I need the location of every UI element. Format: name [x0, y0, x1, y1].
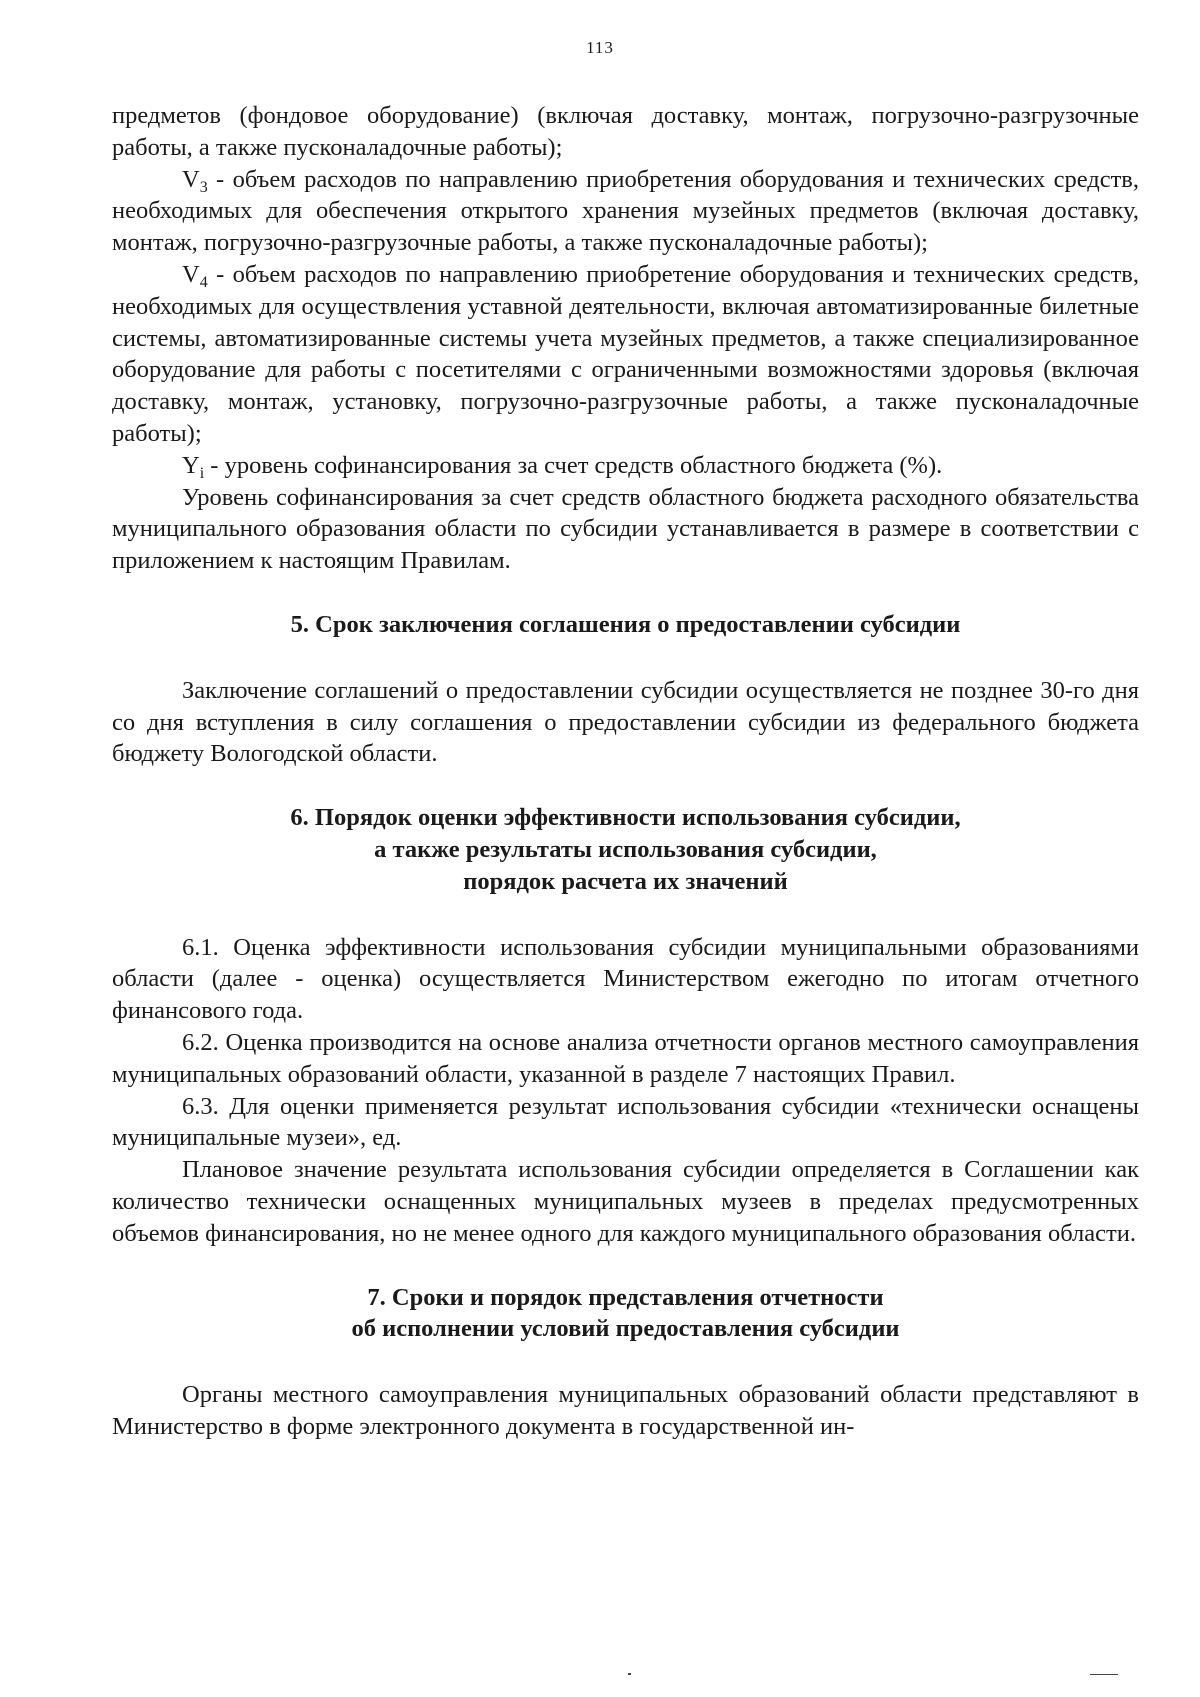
formula-subscript: i — [199, 464, 205, 482]
paragraph-continuation: предметов (фондовое оборудование) (включая доставку, монтаж, погрузочно-разгрузочные работы, а также пусконаладочные работы); — [112, 102, 1139, 161]
formula-symbol: V — [182, 165, 200, 193]
paragraph-plan-value: Плановое значение результата использования субсидии определяется в Соглашении как количество технически оснащенных муниципальных музеев в пределах предусмотренных объемов финансирования, но не менее одного для каждого муниципального образования области. — [112, 1156, 1139, 1247]
section-5-paragraph: Заключение соглашений о предоставлении субсидии осуществляется не позднее 30-го дня со дня вступления в силу соглашения о предоставлении субсидии из федерального бюджета бюджету Вологодской области. — [112, 676, 1139, 768]
paragraph-text: - уровень софинансирования за счет средств областного бюджета (%). — [204, 451, 943, 479]
paragraph-cofinancing-level: Уровень софинансирования за счет средств областного бюджета расходного обязательства муниципального образования области по субсидии устанавливается в размере в соответствии с приложением к настоящим Правилам. — [112, 483, 1139, 575]
paragraph-text: - объем расходов по направлению приобретение оборудования и технических средств, необходимых для осуществления уставной деятельности, включая автоматизированные билетные системы, автоматизированные системы учета музейных предметов, а также специализированное оборудование для работы с посетителями с ограниченными возможностями здоровья (включая доставку, монтаж, установку, погрузочно-разгрузочные работы, а также пусконаладочные работы); — [112, 260, 1139, 447]
paragraph-6-3: 6.3. Для оценки применяется результат использования субсидии «технически оснащены муниципальные музеи», ед. — [112, 1092, 1139, 1152]
paragraph-v3 — [112, 164, 1139, 259]
section-7-heading-line: 7. Сроки и порядок представления отчетности — [367, 1283, 884, 1311]
scan-artifact — [1090, 1674, 1118, 1675]
section-6-heading-line: порядок расчета их значений — [463, 867, 788, 895]
section-7-heading — [112, 1282, 1139, 1346]
section-7-heading-line: об исполнении условий предоставления субсидии — [351, 1315, 900, 1343]
section-7-paragraph: Органы местного самоуправления муниципальных образований области представляют в Министерство в форме электронного документа в государственной ин- — [112, 1381, 1139, 1440]
formula-symbol: Y — [182, 451, 200, 479]
page-content — [112, 100, 1139, 1443]
page-number: 113 — [586, 38, 614, 57]
paragraph-yi — [112, 450, 1139, 482]
paragraph-text: - объем расходов по направлению приобретения оборудования и технических средств, необходимых для обеспечения открытого хранения музейных предметов (включая доставку, монтаж, погрузочно-разгрузочные работы, а также пусконаладочные работы); — [112, 165, 1139, 257]
paragraph-v4 — [112, 259, 1139, 450]
section-6-heading-line: 6. Порядок оценки эффективности использования субсидии, — [290, 804, 961, 832]
paragraph-6-2: 6.2. Оценка производится на основе анализа отчетности органов местного самоуправления муниципальных образований области, указанной в разделе 7 настоящих Правил. — [112, 1028, 1139, 1088]
formula-subscript: 4 — [199, 273, 208, 291]
paragraph-6-1: 6.1. Оценка эффективности использования субсидии муниципальными образованиями области (далее - оценка) осуществляется Министерством ежегодно по итогам отчетного финансового года. — [112, 933, 1139, 1025]
section-5-heading: 5. Срок заключения соглашения о предоставлении субсидии — [290, 610, 961, 638]
section-6-heading-line: а также результаты использования субсидии, — [374, 835, 877, 863]
formula-symbol: V — [182, 260, 200, 288]
scan-artifact — [628, 1673, 631, 1675]
formula-subscript: 3 — [199, 178, 208, 196]
section-6-heading — [112, 802, 1139, 897]
